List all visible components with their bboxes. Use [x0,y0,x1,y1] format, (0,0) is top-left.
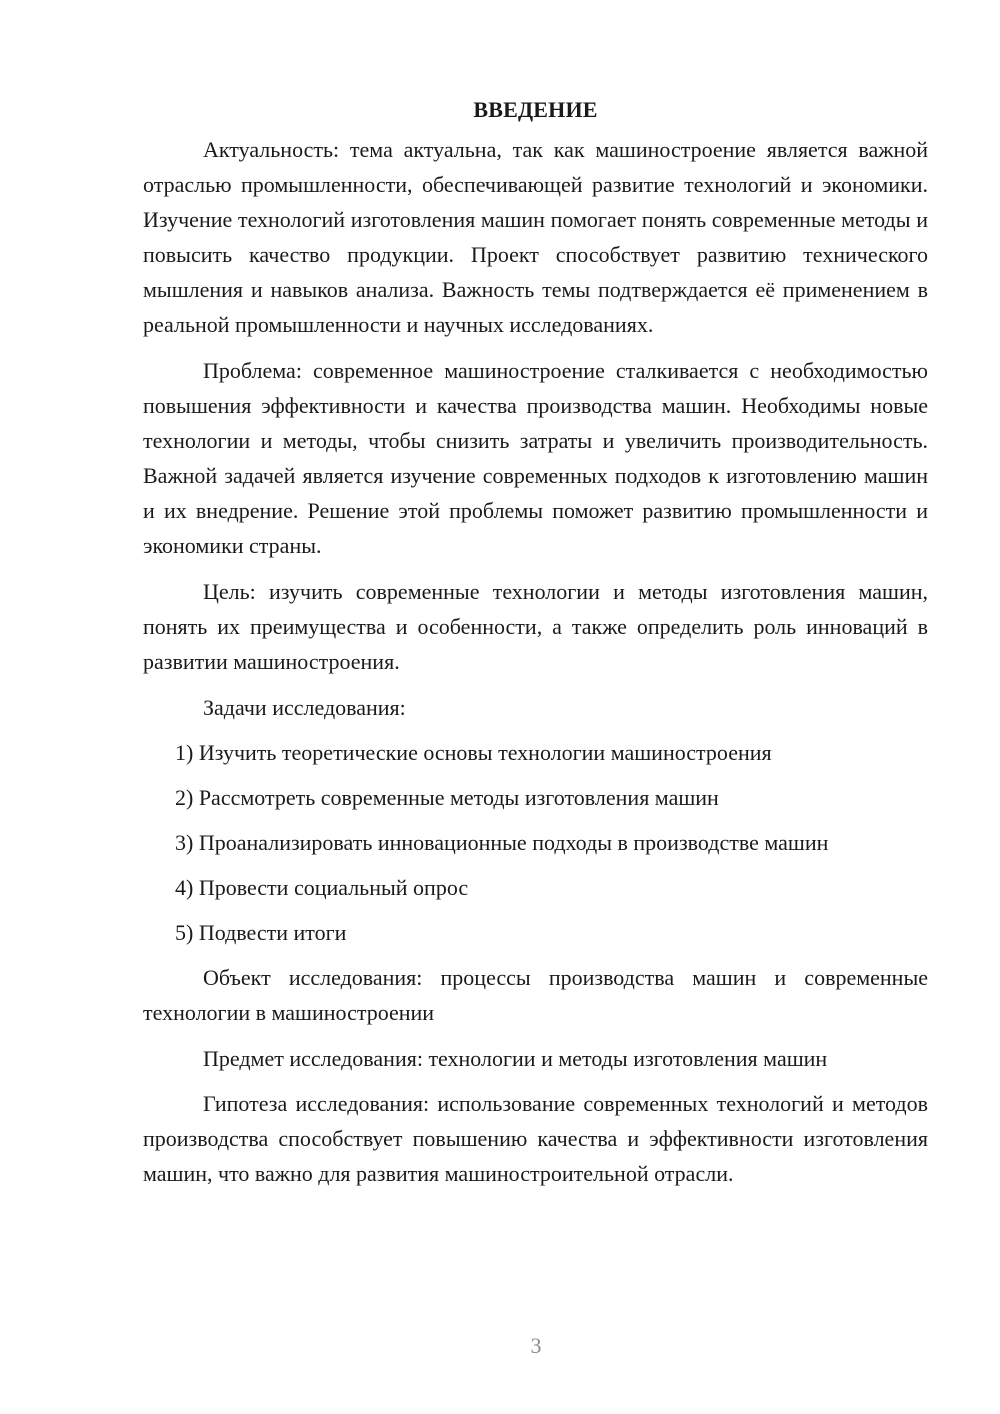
list-item: 1) Изучить теоретические основы технологии машиностроения [175,740,772,765]
goal-paragraph: Цель: изучить современные технологии и методы изготовления машин, понять их преимущества и особенности, а также определить роль инноваций в развитии машиностроения. [143,579,928,674]
list-item: 4) Провести социальный опрос [175,875,469,900]
document-page [143,92,928,1202]
list-item: 2) Рассмотреть современные методы изготовления машин [175,785,719,810]
page-number: 3 [530,1333,542,1358]
hypothesis-paragraph: Гипотеза исследования: использование современных технологий и методов производства способствует повышению качества и эффективности изготовления машин, что важно для развития машиностроительной отрасли. [143,1091,928,1186]
subject-paragraph: Предмет исследования: технологии и методы изготовления машин [203,1046,828,1071]
relevance-paragraph: Актуальность: тема актуальна, так как машиностроение является важной отраслью промышленности, обеспечивающей развитие технологий и экономики. Изучение технологий изготовления машин помогает понять современные методы и повысить качество продукции. Проект способствует развитию технического мышления и навыков анализа. Важность темы подтверждается её применением в реальной промышленности и научных исследованиях. [143,137,928,337]
list-item: 5) Подвести итоги [175,920,347,945]
tasks-list [143,735,928,950]
list-item: 3) Проанализировать инновационные подходы в производстве машин [175,830,829,855]
problem-paragraph: Проблема: современное машиностроение сталкивается с необходимостью повышения эффективности и качества производства машин. Необходимы новые технологии и методы, чтобы снизить затраты и увеличить производительность. Важной задачей является изучение современных подходов к изготовлению машин и их внедрение. Решение этой проблемы поможет развитию промышленности и экономики страны. [143,358,928,558]
page-title: ВВЕДЕНИЕ [473,97,598,122]
object-paragraph: Объект исследования: процессы производства машин и современные технологии в машиностроении [143,965,928,1025]
tasks-heading: Задачи исследования: [203,695,406,720]
